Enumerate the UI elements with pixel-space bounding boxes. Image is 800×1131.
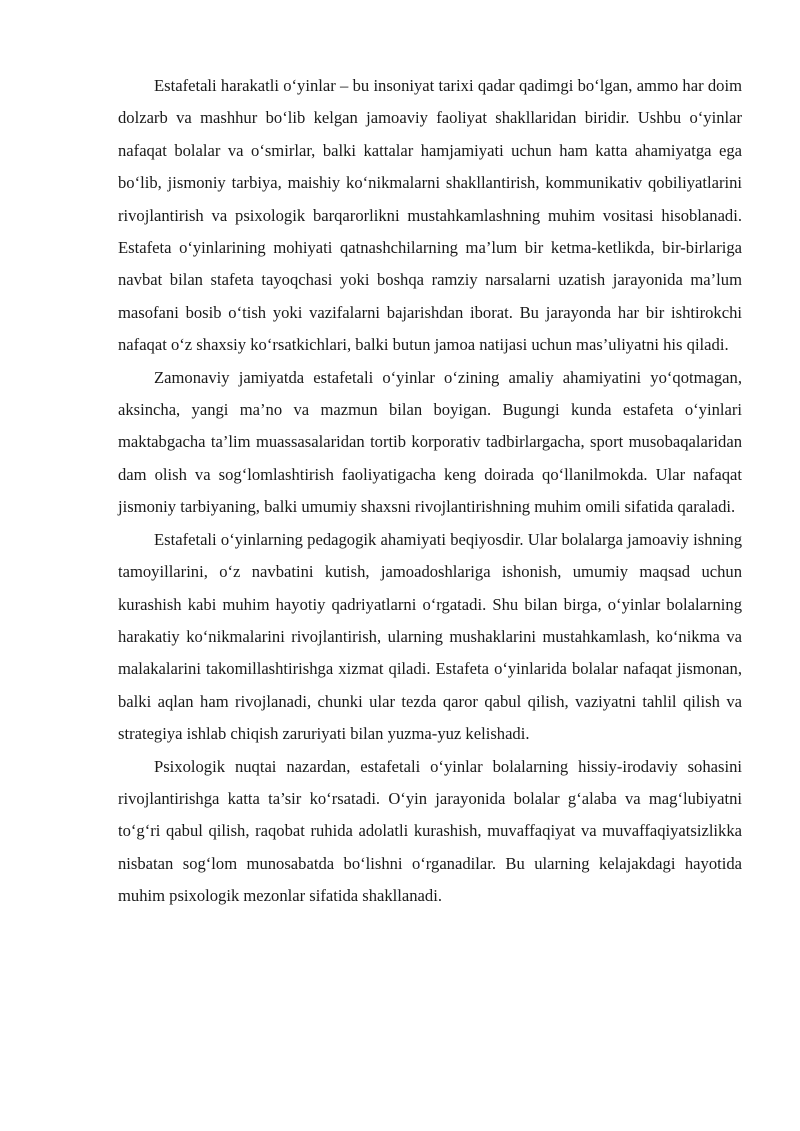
document-page: [118, 70, 742, 913]
paragraph-2: Zamonaviy jamiyatda estafetali o‘yinlar o‘zining amaliy ahamiyatini yo‘qotmagan, aksincha, yangi ma’no va mazmun bilan boyigan. Bugungi kunda estafeta o‘yinlari maktabgacha ta’lim muassasalaridan tortib korporativ tadbirlargacha, sport musobaqalaridan dam olish va sog‘lomlashtirish faoliyatigacha keng doirada qo‘llanilmokda. Ular nafaqat jismoniy tarbiyaning, balki umumiy shaxsni rivojlantirishning muhim omili sifatida qaraladi.: [118, 367, 742, 517]
paragraph-4: Psixologik nuqtai nazardan, estafetali o‘yinlar bolalarning hissiy-irodaviy sohasini rivojlantirishga katta ta’sir ko‘rsatadi. O‘yin jarayonida bolalar g‘alaba va mag‘lubiyatni to‘g‘ri qabul qilish, raqobat ruhida adolatli kurashish, muvaffaqiyat va muvaffaqiyatsizlikka nisbatan sog‘lom munosabatda bo‘lishni o‘rganadilar. Bu ularning kelajakdagi hayotida muhim psixologik mezonlar sifatida shakllanadi.: [118, 756, 742, 906]
paragraph-1: Estafetali harakatli o‘yinlar – bu insoniyat tarixi qadar qadimgi bo‘lgan, ammo har doim dolzarb va mashhur bo‘lib kelgan jamoaviy faoliyat shakllaridan biridir. Ushbu o‘yinlar nafaqat bolalar va o‘smirlar, balki kattalar hamjamiyati uchun ham katta ahamiyatga ega bo‘lib, jismoniy tarbiya, maishiy ko‘nikmalarni shakllantirish, kommunikativ qobiliyatlarini rivojlantirish va psixologik barqarorlikni mustahkamlashning muhim vositasi hisoblanadi. Estafeta o‘yinlarining mohiyati qatnashchilarning ma’lum bir ketma-ketlikda, bir-birlariga navbat bilan stafeta tayoqchasi yoki boshqa ramziy narsalarni uzatish jarayonida ma’lum masofani bosib o‘tish yoki vazifalarni bajarishdan iborat. Bu jarayonda har bir ishtirokchi nafaqat o‘z shaxsiy ko‘rsatkichlari, balki butun jamoa natijasi uchun mas’uliyatni his qiladi.: [118, 76, 742, 355]
paragraph-3: Estafetali o‘yinlarning pedagogik ahamiyati beqiyosdir. Ular bolalarga jamoaviy ishning tamoyillarini, o‘z navbatini kutish, jamoadoshlariga ishonish, umumiy maqsad uchun kurashish kabi muhim hayotiy qadriyatlarni o‘rgatadi. Shu bilan birga, o‘yinlar bolalarning harakatiy ko‘nikmalarini rivojlantirish, ularning mushaklarini mustahkamlash, ko‘nikma va malakalarini takomillashtirishga xizmat qiladi. Estafeta o‘yinlarida bolalar nafaqat jismonan, balki aqlan ham rivojlanadi, chunki ular tezda qaror qabul qilish, vaziyatni tahlil qilish va strategiya ishlab chiqish zaruriyati bilan yuzma-yuz kelishadi.: [118, 529, 742, 744]
